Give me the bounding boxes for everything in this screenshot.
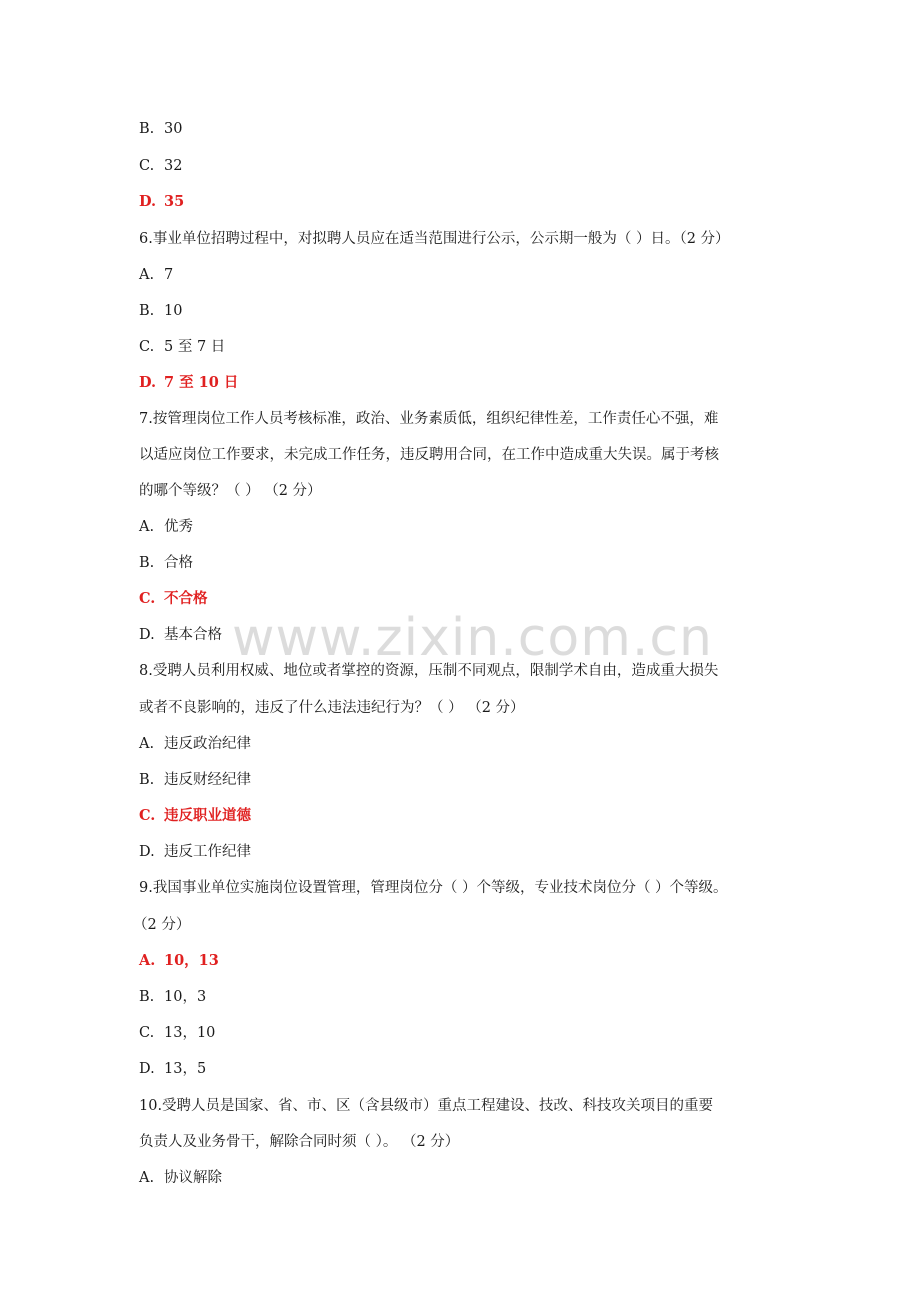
option-letter: C. (139, 339, 155, 355)
option-text: 违反职业道德 (164, 807, 251, 824)
option-letter: B. (139, 303, 155, 319)
option-q8-d (139, 842, 251, 862)
option-q9-a-correct (139, 951, 219, 971)
option-q9-c (139, 1023, 215, 1043)
option-q6-b (139, 301, 182, 321)
option-text: 10 (164, 303, 183, 319)
option-text: 13，10 (164, 1025, 216, 1041)
option-letter: A. (139, 1170, 155, 1186)
option-text: 7 (164, 267, 174, 283)
question-7-stem-line-1: 7.按管理岗位工作人员考核标准，政治、业务素质低，组织纪律性差，工作责任心不强，难 (139, 411, 719, 427)
question-6-stem: 6.事业单位招聘过程中，对拟聘人员应在适当范围进行公示，公示期一般为（ ）日。（2 分） (139, 231, 730, 247)
option-q7-d (139, 625, 222, 645)
option-text: 合格 (164, 555, 193, 571)
option-letter: C. (139, 807, 156, 824)
option-text: 违反财经纪律 (164, 772, 251, 788)
option-q5-b (139, 119, 182, 139)
option-text: 13，5 (164, 1061, 207, 1077)
option-letter: C. (139, 158, 155, 174)
question-8-stem-line-2: 或者不良影响的，违反了什么违法违纪行为？（ ） （2 分） (139, 700, 525, 716)
option-text: 5 至 7 日 (164, 339, 226, 355)
option-letter: B. (139, 555, 155, 571)
option-letter: A. (139, 952, 156, 969)
option-letter: C. (139, 1025, 155, 1041)
question-8-stem-line-1: 8.受聘人员利用权威、地位或者掌控的资源，压制不同观点，限制学术自由，造成重大损失 (139, 663, 719, 679)
question-10-stem-line-2: 负责人及业务骨干，解除合同时须（ ）。 （2 分） (139, 1134, 460, 1150)
option-q7-a (139, 517, 193, 537)
option-q5-c (139, 156, 182, 176)
option-q8-b (139, 770, 251, 790)
option-q9-d (139, 1059, 206, 1079)
option-text: 10，3 (164, 989, 207, 1005)
option-q6-a (139, 265, 173, 285)
option-letter: B. (139, 121, 155, 137)
question-10-stem-line-1: 10.受聘人员是国家、省、市、区（含县级市）重点工程建设、技改、科技攻关项目的重要 (139, 1098, 714, 1114)
option-letter: D. (139, 627, 155, 643)
option-letter: D. (139, 193, 157, 210)
option-text: 30 (164, 121, 183, 137)
option-letter: D. (139, 1061, 155, 1077)
question-7-stem-line-2: 以适应岗位工作要求，未完成工作任务，违反聘用合同，在工作中造成重大失误。属于考核 (139, 447, 719, 463)
option-q9-b (139, 987, 206, 1007)
question-7-stem-line-3: 的哪个等级？（ ） （2 分） (139, 483, 322, 499)
question-9-stem-line-2: （2 分） (133, 917, 191, 933)
option-text: 10，13 (164, 952, 219, 969)
option-text: 协议解除 (164, 1170, 222, 1186)
option-q5-d-correct (139, 192, 184, 212)
option-text: 违反政治纪律 (164, 736, 251, 752)
option-q8-a (139, 734, 251, 754)
option-letter: D. (139, 374, 157, 391)
option-letter: B. (139, 772, 155, 788)
option-text: 不合格 (164, 590, 208, 607)
option-letter: C. (139, 590, 156, 607)
option-text: 基本合格 (164, 627, 222, 643)
option-q10-a (139, 1168, 222, 1188)
option-q6-d-correct (139, 373, 238, 393)
option-letter: D. (139, 844, 155, 860)
option-letter: B. (139, 989, 155, 1005)
option-letter: A. (139, 267, 155, 283)
option-letter: A. (139, 519, 155, 535)
option-text: 优秀 (164, 519, 193, 535)
option-text: 7 至 10 日 (164, 374, 239, 391)
question-9-stem-line-1: 9.我国事业单位实施岗位设置管理，管理岗位分（ ）个等级，专业技术岗位分（ ）个等级。 (139, 880, 728, 896)
option-q6-c (139, 337, 225, 357)
watermark: www.zixin.com.cn (232, 608, 713, 668)
option-letter: A. (139, 736, 155, 752)
option-text: 35 (164, 193, 185, 210)
option-text: 违反工作纪律 (164, 844, 251, 860)
option-text: 32 (164, 158, 183, 174)
option-q8-c-correct (139, 806, 251, 826)
option-q7-b (139, 553, 193, 573)
option-q7-c-correct (139, 589, 208, 609)
